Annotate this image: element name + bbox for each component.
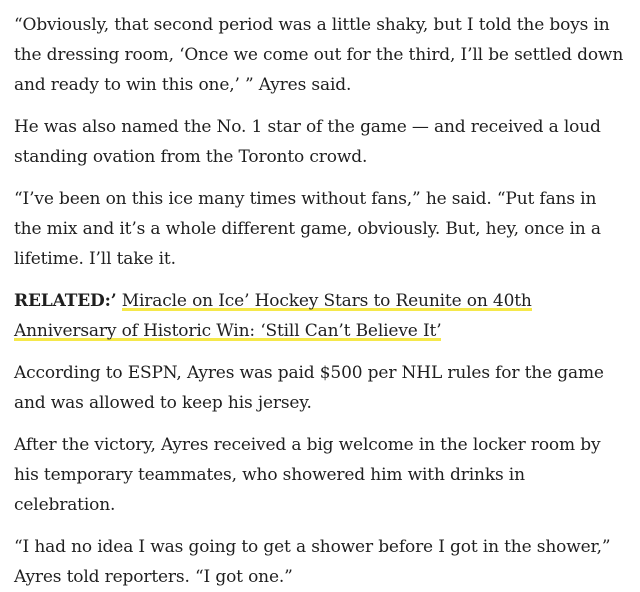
paragraph-quote-shower: “I had no idea I was going to get a shower before I got in the shower,” Ayres told reporters. “I got one.”: [14, 537, 611, 587]
paragraph-espn-pay: According to ESPN, Ayres was paid $500 per NHL rules for the game and was allowed to keep his jersey.: [14, 363, 604, 413]
related-label: RELATED:’: [14, 291, 117, 311]
paragraph-quote-fans: “I’ve been on this ice many times without fans,” he said. “Put fans in the mix and it’s a whole different game, obviously. But, hey, once in a lifetime. I’ll take it.: [14, 189, 601, 269]
paragraph-locker-room: After the victory, Ayres received a big welcome in the locker room by his temporary teammates, who showered him with drinks in celebration.: [14, 435, 601, 515]
paragraph-quote-second-period: “Obviously, that second period was a little shaky, but I told the boys in the dressing room, ‘Once we come out for the third, I’ll be settled down and ready to win this one,’ ” Ayres said.: [14, 15, 624, 95]
related-article: [14, 286, 626, 346]
paragraph-star-of-game: He was also named the No. 1 star of the game — and received a loud standing ovation from the Toronto crowd.: [14, 117, 601, 167]
related-article-link[interactable]: Miracle on Ice’ Hockey Stars to Reunite on 40th Anniversary of Historic Win: ‘Still Can’t Believe It’: [14, 291, 532, 341]
